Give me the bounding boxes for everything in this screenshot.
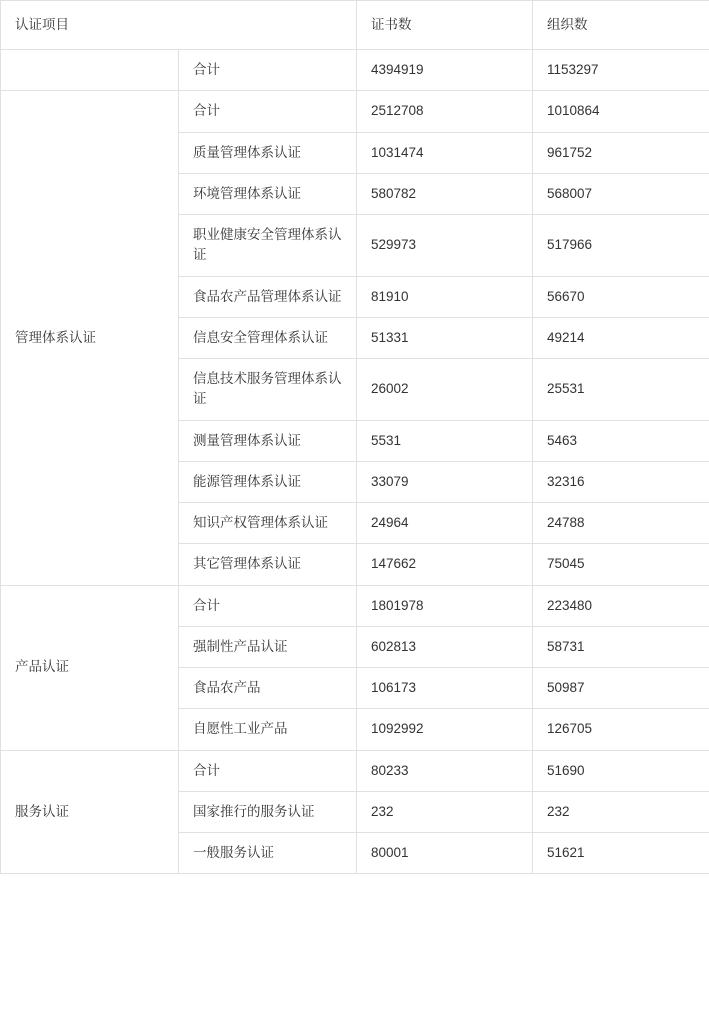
- group-label-empty: [1, 50, 179, 91]
- table-header-row: [1, 1, 709, 50]
- table-header: [1, 1, 709, 50]
- row-certificates-value: 51331: [357, 317, 533, 358]
- row-item-label: 合计: [179, 585, 357, 626]
- row-certificates-value: 2512708: [357, 91, 533, 132]
- column-header-category: 认证项目: [1, 1, 357, 50]
- table-row: [1, 91, 709, 132]
- row-organizations-value: 961752: [533, 132, 709, 173]
- row-item-label: 强制性产品认证: [179, 626, 357, 667]
- row-certificates-value: 529973: [357, 215, 533, 277]
- group-label: 服务认证: [1, 750, 179, 874]
- row-organizations-value: 568007: [533, 173, 709, 214]
- row-item-label: 质量管理体系认证: [179, 132, 357, 173]
- row-item-label: 知识产权管理体系认证: [179, 503, 357, 544]
- row-certificates-value: 106173: [357, 668, 533, 709]
- row-certificates-value: 80001: [357, 833, 533, 874]
- row-item-label: 自愿性工业产品: [179, 709, 357, 750]
- table-row: [1, 585, 709, 626]
- row-organizations-value: 32316: [533, 461, 709, 502]
- row-certificates-value: 1031474: [357, 132, 533, 173]
- row-organizations-value: 517966: [533, 215, 709, 277]
- row-certificates-value: 5531: [357, 420, 533, 461]
- row-certificates-value: 147662: [357, 544, 533, 585]
- row-item-label: 信息安全管理体系认证: [179, 317, 357, 358]
- table-row: [1, 50, 709, 91]
- row-certificates-value: 81910: [357, 276, 533, 317]
- row-item-label: 合计: [179, 50, 357, 91]
- row-certificates-value: 24964: [357, 503, 533, 544]
- row-certificates-value: 80233: [357, 750, 533, 791]
- row-certificates-value: 4394919: [357, 50, 533, 91]
- row-certificates-value: 580782: [357, 173, 533, 214]
- table-body: [1, 50, 709, 874]
- row-organizations-value: 56670: [533, 276, 709, 317]
- row-certificates-value: 232: [357, 791, 533, 832]
- row-organizations-value: 1153297: [533, 50, 709, 91]
- row-item-label: 合计: [179, 91, 357, 132]
- row-item-label: 测量管理体系认证: [179, 420, 357, 461]
- row-organizations-value: 232: [533, 791, 709, 832]
- column-header-certificates: 证书数: [357, 1, 533, 50]
- row-item-label: 信息技术服务管理体系认证: [179, 359, 357, 421]
- row-certificates-value: 1092992: [357, 709, 533, 750]
- row-organizations-value: 5463: [533, 420, 709, 461]
- table-row: [1, 750, 709, 791]
- row-item-label: 一般服务认证: [179, 833, 357, 874]
- row-item-label: 其它管理体系认证: [179, 544, 357, 585]
- row-certificates-value: 33079: [357, 461, 533, 502]
- row-item-label: 能源管理体系认证: [179, 461, 357, 502]
- row-item-label: 环境管理体系认证: [179, 173, 357, 214]
- column-header-organizations: 组织数: [533, 1, 709, 50]
- row-organizations-value: 1010864: [533, 91, 709, 132]
- row-organizations-value: 49214: [533, 317, 709, 358]
- row-certificates-value: 602813: [357, 626, 533, 667]
- row-certificates-value: 1801978: [357, 585, 533, 626]
- row-item-label: 合计: [179, 750, 357, 791]
- row-organizations-value: 58731: [533, 626, 709, 667]
- row-certificates-value: 26002: [357, 359, 533, 421]
- row-item-label: 职业健康安全管理体系认证: [179, 215, 357, 277]
- row-organizations-value: 50987: [533, 668, 709, 709]
- row-item-label: 国家推行的服务认证: [179, 791, 357, 832]
- group-label: 产品认证: [1, 585, 179, 750]
- row-organizations-value: 51690: [533, 750, 709, 791]
- row-item-label: 食品农产品管理体系认证: [179, 276, 357, 317]
- row-organizations-value: 223480: [533, 585, 709, 626]
- row-organizations-value: 24788: [533, 503, 709, 544]
- row-organizations-value: 126705: [533, 709, 709, 750]
- row-item-label: 食品农产品: [179, 668, 357, 709]
- group-label: 管理体系认证: [1, 91, 179, 585]
- row-organizations-value: 75045: [533, 544, 709, 585]
- row-organizations-value: 25531: [533, 359, 709, 421]
- row-organizations-value: 51621: [533, 833, 709, 874]
